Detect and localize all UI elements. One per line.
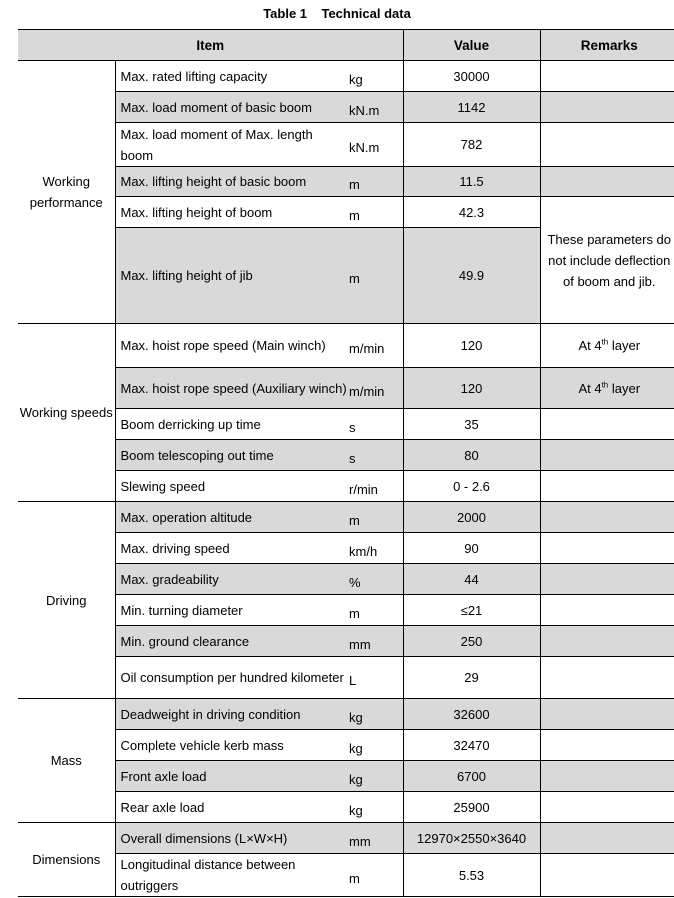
item-value: 1142 [403, 92, 540, 123]
item-unit: % [347, 564, 403, 595]
table-row [18, 61, 674, 92]
item-unit: mm [347, 823, 403, 854]
item-remark [540, 595, 674, 626]
table-row [18, 792, 674, 823]
table-row [18, 533, 674, 564]
table-row [18, 730, 674, 761]
item-remark [540, 440, 674, 471]
item-name: Min. ground clearance [115, 626, 347, 657]
item-value: 6700 [403, 761, 540, 792]
item-value: 782 [403, 123, 540, 167]
table-row [18, 502, 674, 533]
table-row [18, 761, 674, 792]
header-row [18, 30, 674, 61]
item-name: Slewing speed [115, 471, 347, 502]
item-name: Max. load moment of Max. length boom [115, 123, 347, 167]
item-unit: m [347, 197, 403, 228]
item-unit: s [347, 409, 403, 440]
item-value: 5.53 [403, 854, 540, 897]
table-row [18, 409, 674, 440]
item-remark [540, 123, 674, 167]
item-name: Max. driving speed [115, 533, 347, 564]
item-name: Front axle load [115, 761, 347, 792]
table-row [18, 823, 674, 854]
table-row [18, 657, 674, 699]
item-value: 90 [403, 533, 540, 564]
header-remarks: Remarks [540, 30, 674, 61]
item-value: 44 [403, 564, 540, 595]
category-cell: Working speeds [18, 324, 115, 502]
item-value: 32470 [403, 730, 540, 761]
item-unit: r/min [347, 471, 403, 502]
item-remark [540, 699, 674, 730]
item-remark [540, 730, 674, 761]
item-remark [540, 324, 674, 368]
table-row [18, 167, 674, 197]
item-unit: kN.m [347, 123, 403, 167]
table-caption: Table 1 Technical data [263, 6, 411, 21]
item-name: Max. hoist rope speed (Main winch) [115, 324, 347, 368]
item-name: Boom telescoping out time [115, 440, 347, 471]
item-name: Min. turning diameter [115, 595, 347, 626]
category-cell: Mass [18, 699, 115, 823]
item-unit: m [347, 502, 403, 533]
item-name: Deadweight in driving condition [115, 699, 347, 730]
item-name: Max. gradeability [115, 564, 347, 595]
table-row [18, 92, 674, 123]
header-item: Item [18, 30, 403, 61]
table-row [18, 626, 674, 657]
category-cell: Working performance [18, 61, 115, 324]
table-row [18, 197, 674, 228]
item-value: 25900 [403, 792, 540, 823]
item-remark [540, 409, 674, 440]
item-name: Rear axle load [115, 792, 347, 823]
item-value: 32600 [403, 699, 540, 730]
item-name: Max. load moment of basic boom [115, 92, 347, 123]
item-remark [540, 471, 674, 502]
table-row [18, 699, 674, 730]
item-unit: mm [347, 626, 403, 657]
item-remark [540, 502, 674, 533]
item-value: 0 - 2.6 [403, 471, 540, 502]
item-unit: s [347, 440, 403, 471]
item-unit: L [347, 657, 403, 699]
item-value: 2000 [403, 502, 540, 533]
item-remark [540, 61, 674, 92]
item-value: 120 [403, 324, 540, 368]
item-remark [540, 564, 674, 595]
item-value: ≤21 [403, 595, 540, 626]
item-unit: kg [347, 61, 403, 92]
item-remark [540, 657, 674, 699]
remark-text: layer [608, 338, 641, 353]
remark-superscript: th [601, 380, 609, 390]
remark-text: layer [608, 380, 641, 396]
item-unit: kg [347, 792, 403, 823]
item-remark [540, 368, 674, 409]
deflection-remark: These parameters do not include deflection of boom and jib. [540, 197, 674, 324]
item-unit: km/h [347, 533, 403, 564]
item-unit: m [347, 167, 403, 197]
item-value: 11.5 [403, 167, 540, 197]
technical-data-table [18, 29, 674, 897]
header-value: Value [403, 30, 540, 61]
item-value: 250 [403, 626, 540, 657]
item-name: Longitudinal distance between outriggers [115, 854, 347, 897]
table-row [18, 440, 674, 471]
item-remark [540, 823, 674, 854]
item-remark [540, 854, 674, 897]
item-name: Overall dimensions (L×W×H) [115, 823, 347, 854]
table-row [18, 595, 674, 626]
item-unit: kg [347, 699, 403, 730]
item-unit: m [347, 854, 403, 897]
remark-text: At 4 [578, 380, 602, 396]
item-value: 30000 [403, 61, 540, 92]
table-row [18, 123, 674, 167]
item-remark [540, 167, 674, 197]
category-cell: Driving [18, 502, 115, 699]
category-cell: Dimensions [18, 823, 115, 897]
item-name: Max. hoist rope speed (Auxiliary winch) [115, 368, 347, 409]
item-remark [540, 92, 674, 123]
item-value: 49.9 [403, 228, 540, 324]
item-name: Max. lifting height of jib [115, 228, 347, 324]
item-name: Max. lifting height of boom [115, 197, 347, 228]
item-unit: kg [347, 730, 403, 761]
item-unit: m/min [347, 368, 403, 409]
item-name: Max. rated lifting capacity [115, 61, 347, 92]
item-name: Boom derricking up time [115, 409, 347, 440]
item-value: 35 [403, 409, 540, 440]
item-value: 29 [403, 657, 540, 699]
item-unit: kg [347, 761, 403, 792]
item-value: 80 [403, 440, 540, 471]
item-value: 120 [403, 368, 540, 409]
item-name: Max. lifting height of basic boom [115, 167, 347, 197]
item-remark [540, 533, 674, 564]
item-unit: m [347, 228, 403, 324]
remark-text: At 4 [578, 338, 602, 353]
item-remark [540, 626, 674, 657]
table-row [18, 471, 674, 502]
item-remark [540, 792, 674, 823]
item-name: Oil consumption per hundred kilometer [115, 657, 347, 699]
item-unit: m/min [347, 324, 403, 368]
item-value: 42.3 [403, 197, 540, 228]
remark-superscript: th [601, 337, 609, 347]
table-row [18, 368, 674, 409]
item-unit: kN.m [347, 92, 403, 123]
item-unit: m [347, 595, 403, 626]
item-remark [540, 761, 674, 792]
table-row [18, 854, 674, 897]
item-name: Max. operation altitude [115, 502, 347, 533]
table-row [18, 324, 674, 368]
item-name: Complete vehicle kerb mass [115, 730, 347, 761]
table-row [18, 564, 674, 595]
item-value: 12970×2550×3640 [403, 823, 540, 854]
